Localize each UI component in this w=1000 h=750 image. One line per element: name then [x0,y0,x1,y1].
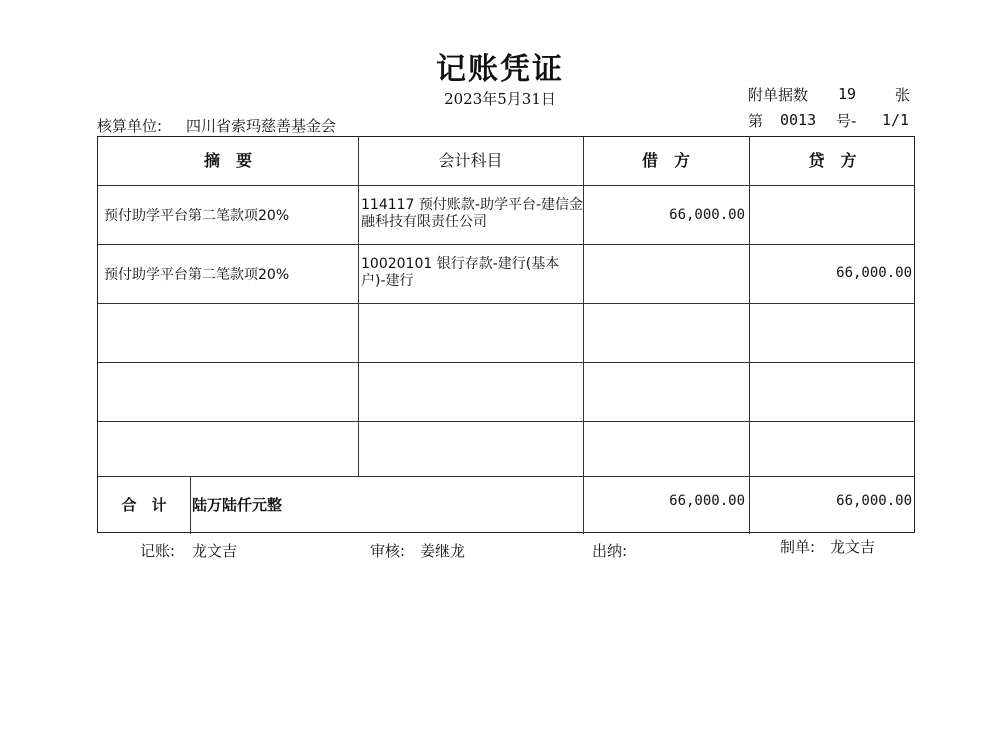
reviewer-name: 姜继龙 [420,542,466,560]
voucher-number-prefix: 第 [748,112,764,130]
row-2-credit: 66,000.00 [836,265,912,281]
bookkeeper-label: 记账: [140,542,176,560]
row-1-summary: 预付助学平台第二笔款项20% [104,207,290,224]
total-debit: 66,000.00 [669,493,745,509]
attachments-label: 附单据数 [748,86,809,104]
voucher-title: 记账凭证 [436,52,564,87]
row-2-summary: 预付助学平台第二笔款项20% [104,266,290,283]
header-credit: 贷 方 [808,151,857,170]
unit-label: 核算单位: [97,117,163,135]
total-label: 合 计 [121,496,167,514]
row-divider [98,362,914,363]
column-divider [583,137,584,534]
header-debit: 借 方 [641,151,690,170]
row-1-account: 114117 预付账款-助学平台-建信金融科技有限责任公司 [361,197,583,230]
unit-name: 四川省索玛慈善基金会 [186,117,337,135]
attachments-unit: 张 [895,86,911,104]
row-divider [98,421,914,422]
row-1-debit: 66,000.00 [669,207,745,223]
bookkeeper-name: 龙文吉 [192,542,238,560]
row-2-account: 10020101 银行存款-建行(基本户)-建行 [361,256,560,289]
reviewer-label: 审核: [370,542,406,560]
voucher-number-suffix: 号- [836,112,857,130]
total-amount-words: 陆万陆仟元整 [192,496,283,514]
voucher-number: 0013 [780,111,817,129]
header-account: 会计科目 [438,151,503,170]
voucher-date: 2023年5月31日 [444,90,556,108]
row-divider [98,303,914,304]
attachments-count: 19 [838,85,857,103]
preparer-label: 制单: [780,538,816,556]
voucher-page: 1/1 [882,111,910,129]
cashier-label: 出纳: [592,542,628,560]
preparer-name: 龙文吉 [830,538,876,556]
header-summary: 摘 要 [203,151,252,170]
column-divider [190,476,191,534]
voucher-table [97,136,915,533]
total-credit: 66,000.00 [836,493,912,509]
column-divider [749,137,750,534]
